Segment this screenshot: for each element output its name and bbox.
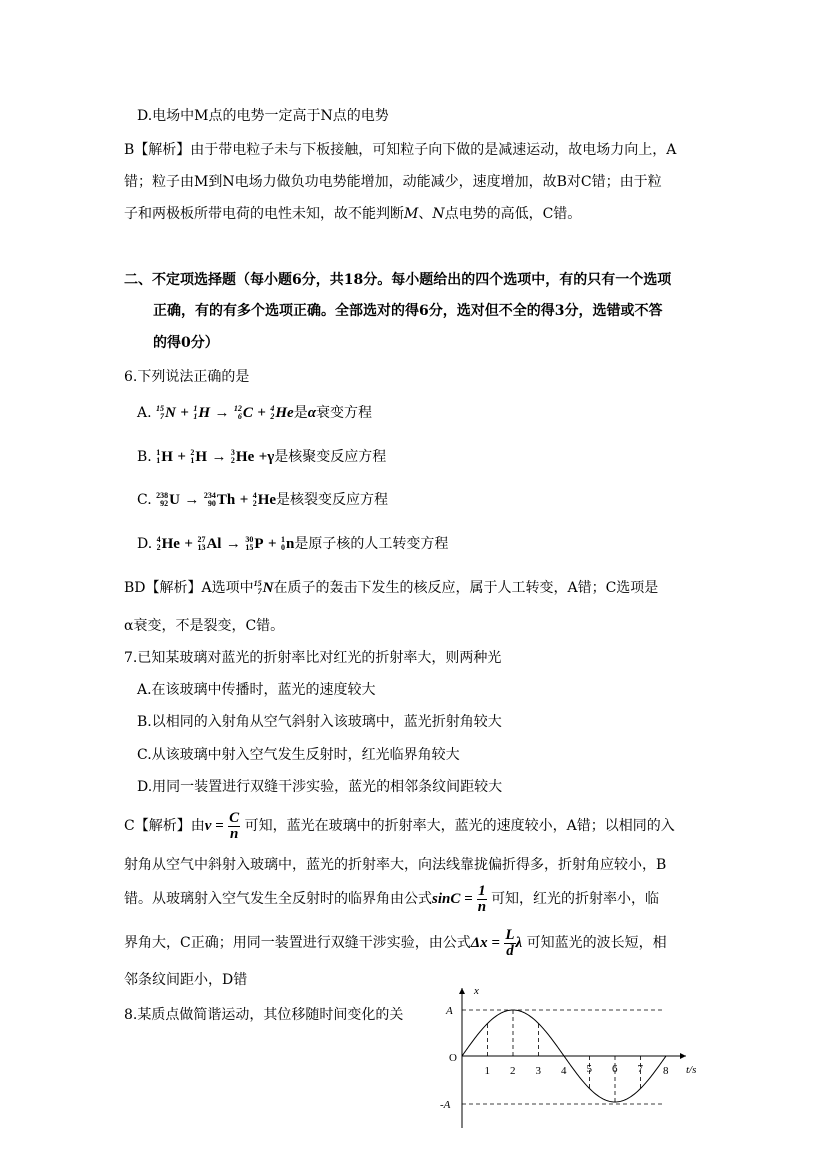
- point-n-symbol: N: [432, 206, 445, 222]
- shm-displacement-graph: [430, 982, 705, 1130]
- tick-label-1: 1: [484, 1065, 490, 1077]
- tick-label-8: 8: [663, 1065, 669, 1077]
- q6-option-b: B. 1 1 H + 2 1 H → 3 2 He +γ是核聚变反应方程: [137, 448, 387, 465]
- q6-option-c: C. 238 92 U → 234 90 Th + 4 2 He 是核裂变反应方程: [137, 491, 389, 508]
- q5-analysis-3c: 、: [418, 206, 433, 222]
- formula-delta-x: $\frac{L}{d}$: [505, 926, 515, 959]
- q7-analysis-line-4: 界角大，C正确；用同一装置进行双缝干涉实验，由公式Δx = $\frac{L}{d}$ λ 可知蓝光的波长短，相: [124, 926, 667, 959]
- helium-symbol: He: [275, 405, 294, 421]
- tick-label-2: 2: [510, 1065, 516, 1077]
- q7-option-c: C.从该玻璃中射入空气发生反射时，红光临界角较大: [137, 747, 460, 763]
- origin-label: O: [449, 1052, 457, 1064]
- amplitude-negative-label: -A: [440, 1099, 451, 1111]
- q5-analysis-3a: 子和两极板所带电荷的电性未知，故不能判断: [124, 206, 404, 222]
- tick-label-5: 5: [586, 1063, 592, 1075]
- arrow-icon: →: [214, 405, 230, 421]
- q7-analysis-line-1: C【解析】由v = $\frac{C}{n}$ 可知，蓝光在玻璃中的折射率大，蓝光的速度较小，A错；以相同的入: [124, 809, 675, 842]
- tick-label-3: 3: [535, 1065, 541, 1077]
- tick-label-7: 7: [637, 1063, 643, 1075]
- section2-heading-line-3: 的得0分）: [153, 335, 219, 351]
- q5-option-d: D.电场中M点的电势一定高于N点的电势: [137, 108, 389, 124]
- q5-analysis-line-1: B【解析】由于带电粒子未与下板接触，可知粒子向下做的是减速运动，故电场力向上，A: [124, 142, 677, 158]
- q6-option-d: D. 4 2 He + 27 13 Al → 30 15 P + 1 0 n 是原子核的人工转变方程: [137, 535, 449, 552]
- arrow-icon: →: [211, 449, 227, 465]
- x-axis-label: t/s: [686, 1064, 697, 1076]
- hydrogen-symbol: H: [198, 405, 210, 421]
- gamma-symbol: γ: [267, 449, 275, 465]
- point-m-symbol: M: [404, 206, 419, 222]
- q6-b-label: B.: [137, 449, 152, 465]
- section2-heading-line-2: 正确，有的有多个选项正确。全部选对的得6分，选对但不全的得3分，选错或不答: [153, 303, 663, 319]
- tick-label-4: 4: [561, 1065, 567, 1077]
- tick-label-6: 6: [612, 1063, 618, 1075]
- q5-analysis-line-2: 错；粒子由M到N电场力做负功电势能增加，动能减少，速度增加，故B对C错；由于粒: [124, 174, 662, 190]
- q7-option-d: D.用同一装置进行双缝干涉实验，蓝光的相邻条纹间距较大: [137, 779, 503, 795]
- q6-a-label: A.: [137, 405, 152, 421]
- section2-heading-line-1: 二、不定项选择题（每小题6分，共18分。每小题给出的四个选项中，有的只有一个选项: [124, 272, 672, 288]
- q7-option-a: A.在该玻璃中传播时，蓝光的速度较大: [137, 682, 376, 698]
- q7-option-b: B.以相同的入射角从空气斜射入该玻璃中，蓝光折射角较大: [137, 714, 502, 730]
- q6-analysis-line-2: α衰变，不是裂变，C错。: [124, 618, 285, 634]
- carbon-symbol: C: [242, 405, 253, 421]
- arrow-icon: →: [184, 492, 200, 508]
- formula-sinc: $\frac{1}{n}$: [477, 882, 487, 915]
- y-axis-label: x: [474, 985, 479, 997]
- arrow-icon: →: [225, 536, 241, 552]
- q6-option-a: A. 15 7 N + 1 1 H → 12 6 C + 4 2 He 是α衰变方程: [137, 404, 373, 421]
- formula-v-c-over-n: $\frac{C}{n}$: [229, 809, 240, 842]
- q6-stem: 6.下列说法正确的是: [124, 369, 250, 385]
- q7-analysis-line-3: 错。从玻璃射入空气发生全反射时的临界角由公式sinC = $\frac{1}{n}$ 可知，红光的折射率小，临: [124, 882, 660, 915]
- q8-stem: 8.某质点做简谐运动，其位移随时间变化的关: [124, 1007, 404, 1023]
- q7-stem: 7.已知某玻璃对蓝光的折射率比对红光的折射率大，则两种光: [124, 650, 502, 666]
- alpha-symbol: α: [307, 405, 317, 421]
- q5-analysis-3e: 点电势的高低，C错。: [444, 206, 582, 222]
- q7-analysis-line-2: 射角从空气中斜射入玻璃中，蓝光的折射率大，向法线靠拢偏折得多，折射角应较小，B: [124, 857, 667, 873]
- nitrogen-symbol: N: [165, 405, 176, 421]
- q7-analysis-line-5: 邻条纹间距小，D错: [124, 972, 248, 988]
- q6-analysis-line-1: BD【解析】A选项中 15 7 N 在质子的轰击下发生的核反应，属于人工转变，A错；C选项是: [124, 579, 659, 596]
- q6-d-label: D.: [137, 536, 153, 552]
- q5-analysis-line-3: [124, 204, 581, 224]
- amplitude-positive-label: A: [446, 1005, 453, 1017]
- q6-c-label: C.: [137, 492, 152, 508]
